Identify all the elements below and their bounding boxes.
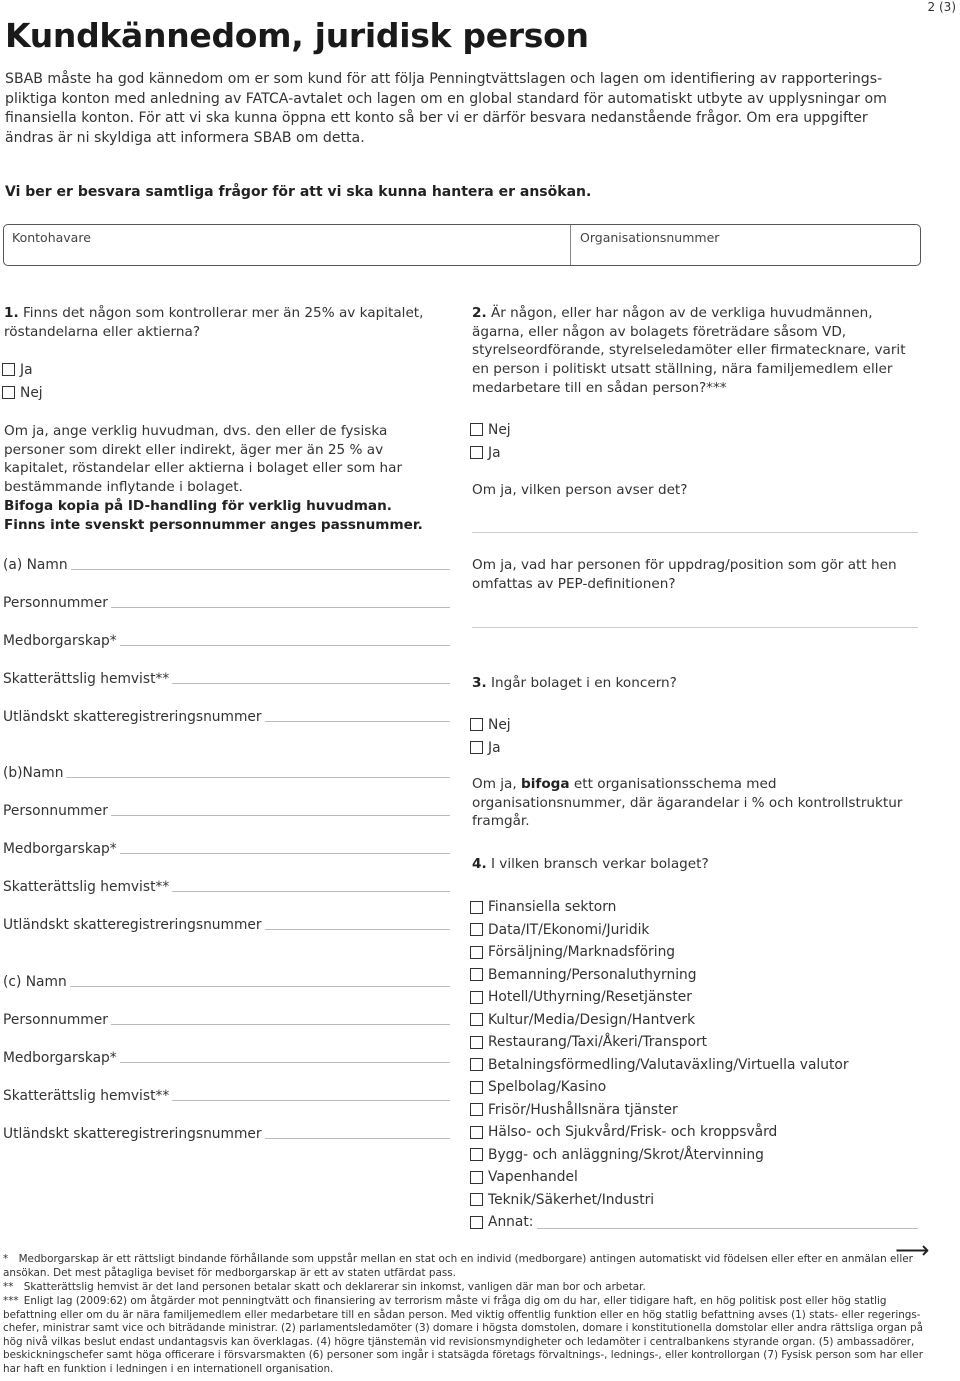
checkbox-icon[interactable]	[470, 1216, 483, 1229]
q2-answer-line-1[interactable]	[472, 532, 918, 533]
person-b-name-field[interactable]: (b)Namn	[3, 761, 450, 781]
checkbox-icon[interactable]	[470, 968, 483, 981]
question-2-number: 2.	[472, 305, 487, 321]
industry-options	[470, 896, 918, 1234]
account-box-divider	[570, 225, 571, 265]
industry-option[interactable]: Försäljning/Marknadsföring	[470, 941, 918, 964]
person-b-citizenship-field[interactable]: Medborgarskap*	[3, 837, 450, 857]
person-c-tax-field[interactable]: Skatterättslig hemvist**	[3, 1084, 450, 1104]
question-1-text: Finns det någon som kontrollerar mer än 25% av kapitalet, röstandelarna eller aktierna?	[4, 305, 424, 340]
industry-option[interactable]: Hälso- och Sjukvård/Frisk- och kroppsvård	[470, 1121, 918, 1144]
q3-follow-text: Om ja, bifoga ett organisationsschema med organisationsnummer, där ägarandelar i % och kontrollstruktur framgår.	[472, 776, 903, 830]
q2-follow-person: Om ja, vilken person avser det?	[472, 482, 688, 498]
q2-answer-line-2[interactable]	[472, 627, 918, 628]
intro-text: SBAB måste ha god kännedom om er som kund för att följa Penningtvättslagen och lagen om identifiering av rapporterings-pliktiga konton med anledning av FATCA-avtalet och lagen om en global standard för automatiskt utbyte av upplysningar om finansiella konton. För att vi ska kunna öppna ett konto så ber vi er därför besvara nedanstående frågor. Om era uppgifter ändras är ni skyldiga att informera SBAB om detta.	[5, 71, 887, 147]
account-holder-field[interactable]: Kontohavare	[12, 230, 91, 245]
industry-option[interactable]: Kultur/Media/Design/Hantverk	[470, 1009, 918, 1032]
q2-option-ja[interactable]: Ja	[470, 443, 501, 462]
checkbox-icon[interactable]	[470, 1036, 483, 1049]
checkbox-icon[interactable]	[470, 1126, 483, 1139]
question-4	[472, 855, 912, 874]
arrow-right-icon: ⟶	[895, 1236, 930, 1264]
checkbox-icon[interactable]	[470, 446, 483, 459]
person-c-citizenship-field[interactable]: Medborgarskap*	[3, 1046, 450, 1066]
checkbox-icon[interactable]	[470, 1013, 483, 1026]
person-c-pnr-field[interactable]: Personnummer	[3, 1008, 450, 1028]
checkbox-icon[interactable]	[470, 1103, 483, 1116]
person-a-citizenship-field[interactable]: Medborgarskap*	[3, 629, 450, 649]
industry-option[interactable]: Finansiella sektorn	[470, 896, 918, 919]
checkbox-icon[interactable]	[2, 386, 15, 399]
person-a-pnr-field[interactable]: Personnummer	[3, 591, 450, 611]
checkbox-icon[interactable]	[470, 718, 483, 731]
person-a-tax-field[interactable]: Skatterättslig hemvist**	[3, 667, 450, 687]
industry-option[interactable]: Bemanning/Personaluthyrning	[470, 964, 918, 987]
q1-info: Om ja, ange verklig huvudman, dvs. den eller de fysiska personer som direkt eller indirekt, äger mer än 25 % av kapitalet, röstandelar eller aktierna i bolaget eller som har bestämmande inflytande i bolaget. Bifoga kopia på ID-handling för verklig huvudman. Finns inte svenskt personnummer anges passnummer.	[4, 422, 449, 534]
checkbox-icon[interactable]	[470, 1058, 483, 1071]
person-c-foreign-tin-field[interactable]: Utländskt skatteregistreringsnummer	[3, 1122, 450, 1142]
question-4-text: I vilken bransch verkar bolaget?	[490, 856, 709, 872]
person-c-name-field[interactable]: (c) Namn	[3, 970, 450, 990]
q1-bold-id: Bifoga kopia på ID-handling för verklig huvudman.	[4, 497, 392, 514]
question-3	[472, 674, 912, 693]
checkbox-icon[interactable]	[470, 946, 483, 959]
instruction-bold: Vi ber er besvara samtliga frågor för att vi ska kunna hantera er ansökan.	[5, 184, 592, 200]
industry-option[interactable]: Teknik/Säkerhet/Industri	[470, 1189, 918, 1212]
q1-bold-pass: Finns inte svenskt personnummer anges passnummer.	[4, 516, 423, 533]
page-number: 2 (3)	[927, 0, 956, 14]
checkbox-icon[interactable]	[470, 923, 483, 936]
question-3-number: 3.	[472, 675, 487, 691]
industry-option[interactable]: Data/IT/Ekonomi/Juridik	[470, 919, 918, 942]
industry-option-other[interactable]: Annat:	[470, 1211, 918, 1234]
question-4-number: 4.	[472, 856, 487, 872]
checkbox-icon[interactable]	[470, 1148, 483, 1161]
checkbox-icon[interactable]	[2, 363, 15, 376]
checkbox-icon[interactable]	[470, 1193, 483, 1206]
industry-option[interactable]: Betalningsförmedling/Valutaväxling/Virtuella valutor	[470, 1054, 918, 1077]
industry-option[interactable]: Bygg- och anläggning/Skrot/Återvinning	[470, 1144, 918, 1167]
page-title: Kundkännedom, juridisk person	[5, 16, 589, 55]
person-a-foreign-tin-field[interactable]: Utländskt skatteregistreringsnummer	[3, 705, 450, 725]
industry-option[interactable]: Spelbolag/Kasino	[470, 1076, 918, 1099]
question-2-text: Är någon, eller har någon av de verkliga huvudmännen, ägarna, eller någon av bolagets företrädare såsom VD, styrelseordförande, styrelseledamöter eller firmatecknare, varit en person i politiskt utsatt ställning, nära familjemedlem eller medarbetare till en sådan person?***	[472, 305, 906, 396]
question-1-number: 1.	[4, 305, 19, 321]
footnote-citizenship: * Medborgarskap är ett rättsligt bindande förhållande som uppstår mellan en stat och en individ (medborgare) antingen automatiskt vid födelsen eller efter en anmälan eller ansökan. Det mest påtagliga beviset för medborgarskap är ett av staten utfärdat pass.	[3, 1253, 913, 1279]
checkbox-icon[interactable]	[470, 423, 483, 436]
industry-option[interactable]: Frisör/Hushållsnära tjänster	[470, 1099, 918, 1122]
q3-option-nej[interactable]: Nej	[470, 715, 511, 734]
footnote-tax-residence: ** Skatterättslig hemvist är det land personen betalar skatt och deklarerar sin inkomst, vanligen där man bor och arbetar.	[3, 1281, 646, 1293]
industry-option[interactable]: Hotell/Uthyrning/Resetjänster	[470, 986, 918, 1009]
org-number-field[interactable]: Organisationsnummer	[580, 230, 720, 245]
checkbox-icon[interactable]	[470, 1081, 483, 1094]
person-b-tax-field[interactable]: Skatterättslig hemvist**	[3, 875, 450, 895]
q2-option-nej[interactable]: Nej	[470, 420, 511, 439]
q1-option-nej[interactable]: Nej	[2, 383, 43, 402]
checkbox-icon[interactable]	[470, 991, 483, 1004]
industry-option[interactable]: Restaurang/Taxi/Åkeri/Transport	[470, 1031, 918, 1054]
person-b-foreign-tin-field[interactable]: Utländskt skatteregistreringsnummer	[3, 913, 450, 933]
checkbox-icon[interactable]	[470, 1171, 483, 1184]
question-1	[4, 304, 424, 341]
person-a-name-field[interactable]: (a) Namn	[3, 553, 450, 573]
q3-option-ja[interactable]: Ja	[470, 738, 501, 757]
q1-option-ja[interactable]: Ja	[2, 360, 33, 379]
account-holder-box	[3, 224, 921, 266]
question-2	[472, 304, 922, 398]
question-3-text: Ingår bolaget i en koncern?	[490, 675, 677, 691]
q2-follow-position: Om ja, vad har personen för uppdrag/position som gör att hen omfattas av PEP-definitionen?	[472, 557, 897, 592]
person-b-pnr-field[interactable]: Personnummer	[3, 799, 450, 819]
checkbox-icon[interactable]	[470, 741, 483, 754]
other-industry-line[interactable]	[537, 1228, 918, 1229]
checkbox-icon[interactable]	[470, 901, 483, 914]
industry-option[interactable]: Vapenhandel	[470, 1166, 918, 1189]
footnote-pep: *** Enligt lag (2009:62) om åtgärder mot penningtvätt och finansiering av terrorism måste vi fråga dig om du har, eller tidigare haft, en hög politisk post eller hög statlig befattning eller om du är nära familjemedlem eller medarbetare till en sådan person. Med viktig offentlig funktion eller en hög statlig befattning avses (1) stats- eller regerings-chefer, ministrar samt vice och biträdande ministrar. (2) parlamentsledamöter (3) domare i högsta domstolen, domare i konstitutionella domstolar eller andra rättsliga organ på hög nivå vilkas beslut endast undantagsvis kan överklagas. (4) högre tjänstemän vid revisionsmyndigheter och ledamöter i centralbankens styrande organ. (5) ambassadörer, beskickningschefer samt höga officerare i försvarsmakten (6) personer som ingår i statsägda företags förvaltnings-, lednings-, eller kontrollorgan (7) Fysisk person som har eller har haft en funktion i ledningen i en internationell organisation.	[3, 1295, 923, 1375]
